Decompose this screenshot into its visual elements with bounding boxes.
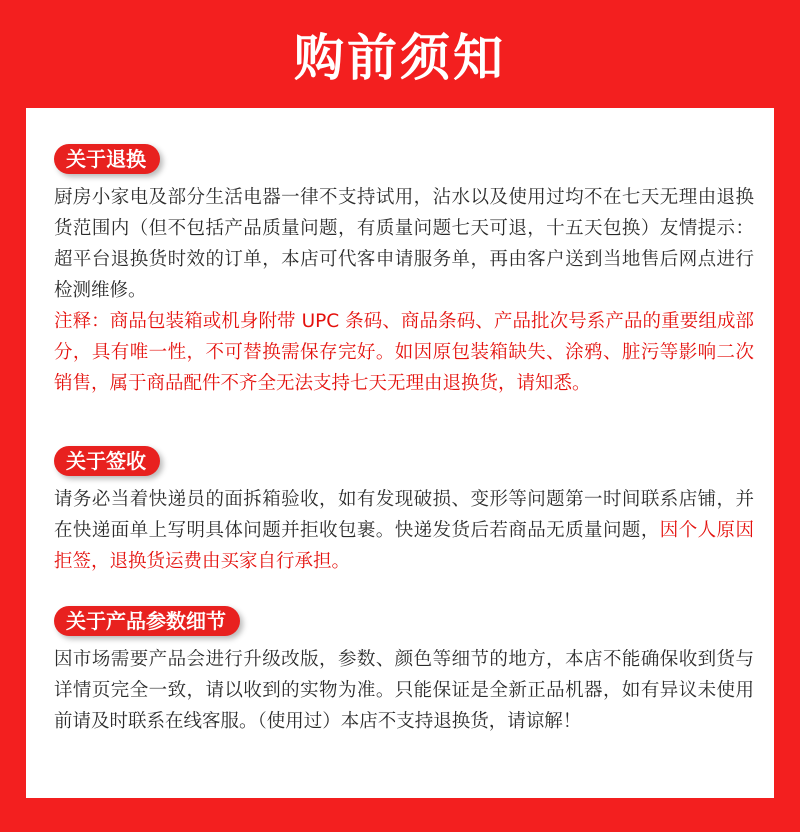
details-section: [54, 606, 754, 737]
signing-body-highlight: 因个人原因拒签，退换货运费由买家自行承担。: [54, 520, 754, 572]
returns-body: 厨房小家电及部分生活电器一律不支持试用，沾水以及使用过均不在七天无理由退换货范围内（但不包括产品质量问题，有质量问题七天可退，十五天包换）友情提示：超平台退换货时效的订单，本店可代客申请服务单，再由客户送到当地售后网点进行检测维修。: [54, 187, 754, 301]
page-title: 购前须知: [294, 29, 506, 87]
signing-body-text: 请务必当着快递员的面拆箱验收，如有发现破损、变形等问题第一时间联系店铺，并在快递面单上写明具体问题并拒收包裹。快递发货后若商品无质量问题，: [54, 489, 754, 541]
header-banner: [0, 0, 800, 108]
signing-body: [54, 484, 754, 577]
bottom-border: [0, 798, 800, 832]
details-heading: 关于产品参数细节: [54, 606, 240, 636]
returns-note: 注释：商品包装箱或机身附带 UPC 条码、商品条码、产品批次号系产品的重要组成部分，具有唯一性，不可替换需保存完好。如因原包装箱缺失、涂鸦、脏污等影响二次销售，属于商品配件不齐全无法支持七天无理由退换货，请知悉。: [54, 311, 754, 394]
details-body: 因市场需要产品会进行升级改版，参数、颜色等细节的地方，本店不能确保收到货与详情页完全一致，请以收到的实物为准。只能保证是全新正品机器，如有异议未使用前请及时联系在线客服。（使用过）本店不支持退换货，请谅解！: [54, 649, 754, 732]
returns-section: [54, 144, 754, 399]
signing-heading: 关于签收: [54, 446, 160, 476]
notice-panel: [26, 108, 774, 798]
returns-heading: 关于退换: [54, 144, 160, 174]
signing-section: [54, 446, 754, 577]
